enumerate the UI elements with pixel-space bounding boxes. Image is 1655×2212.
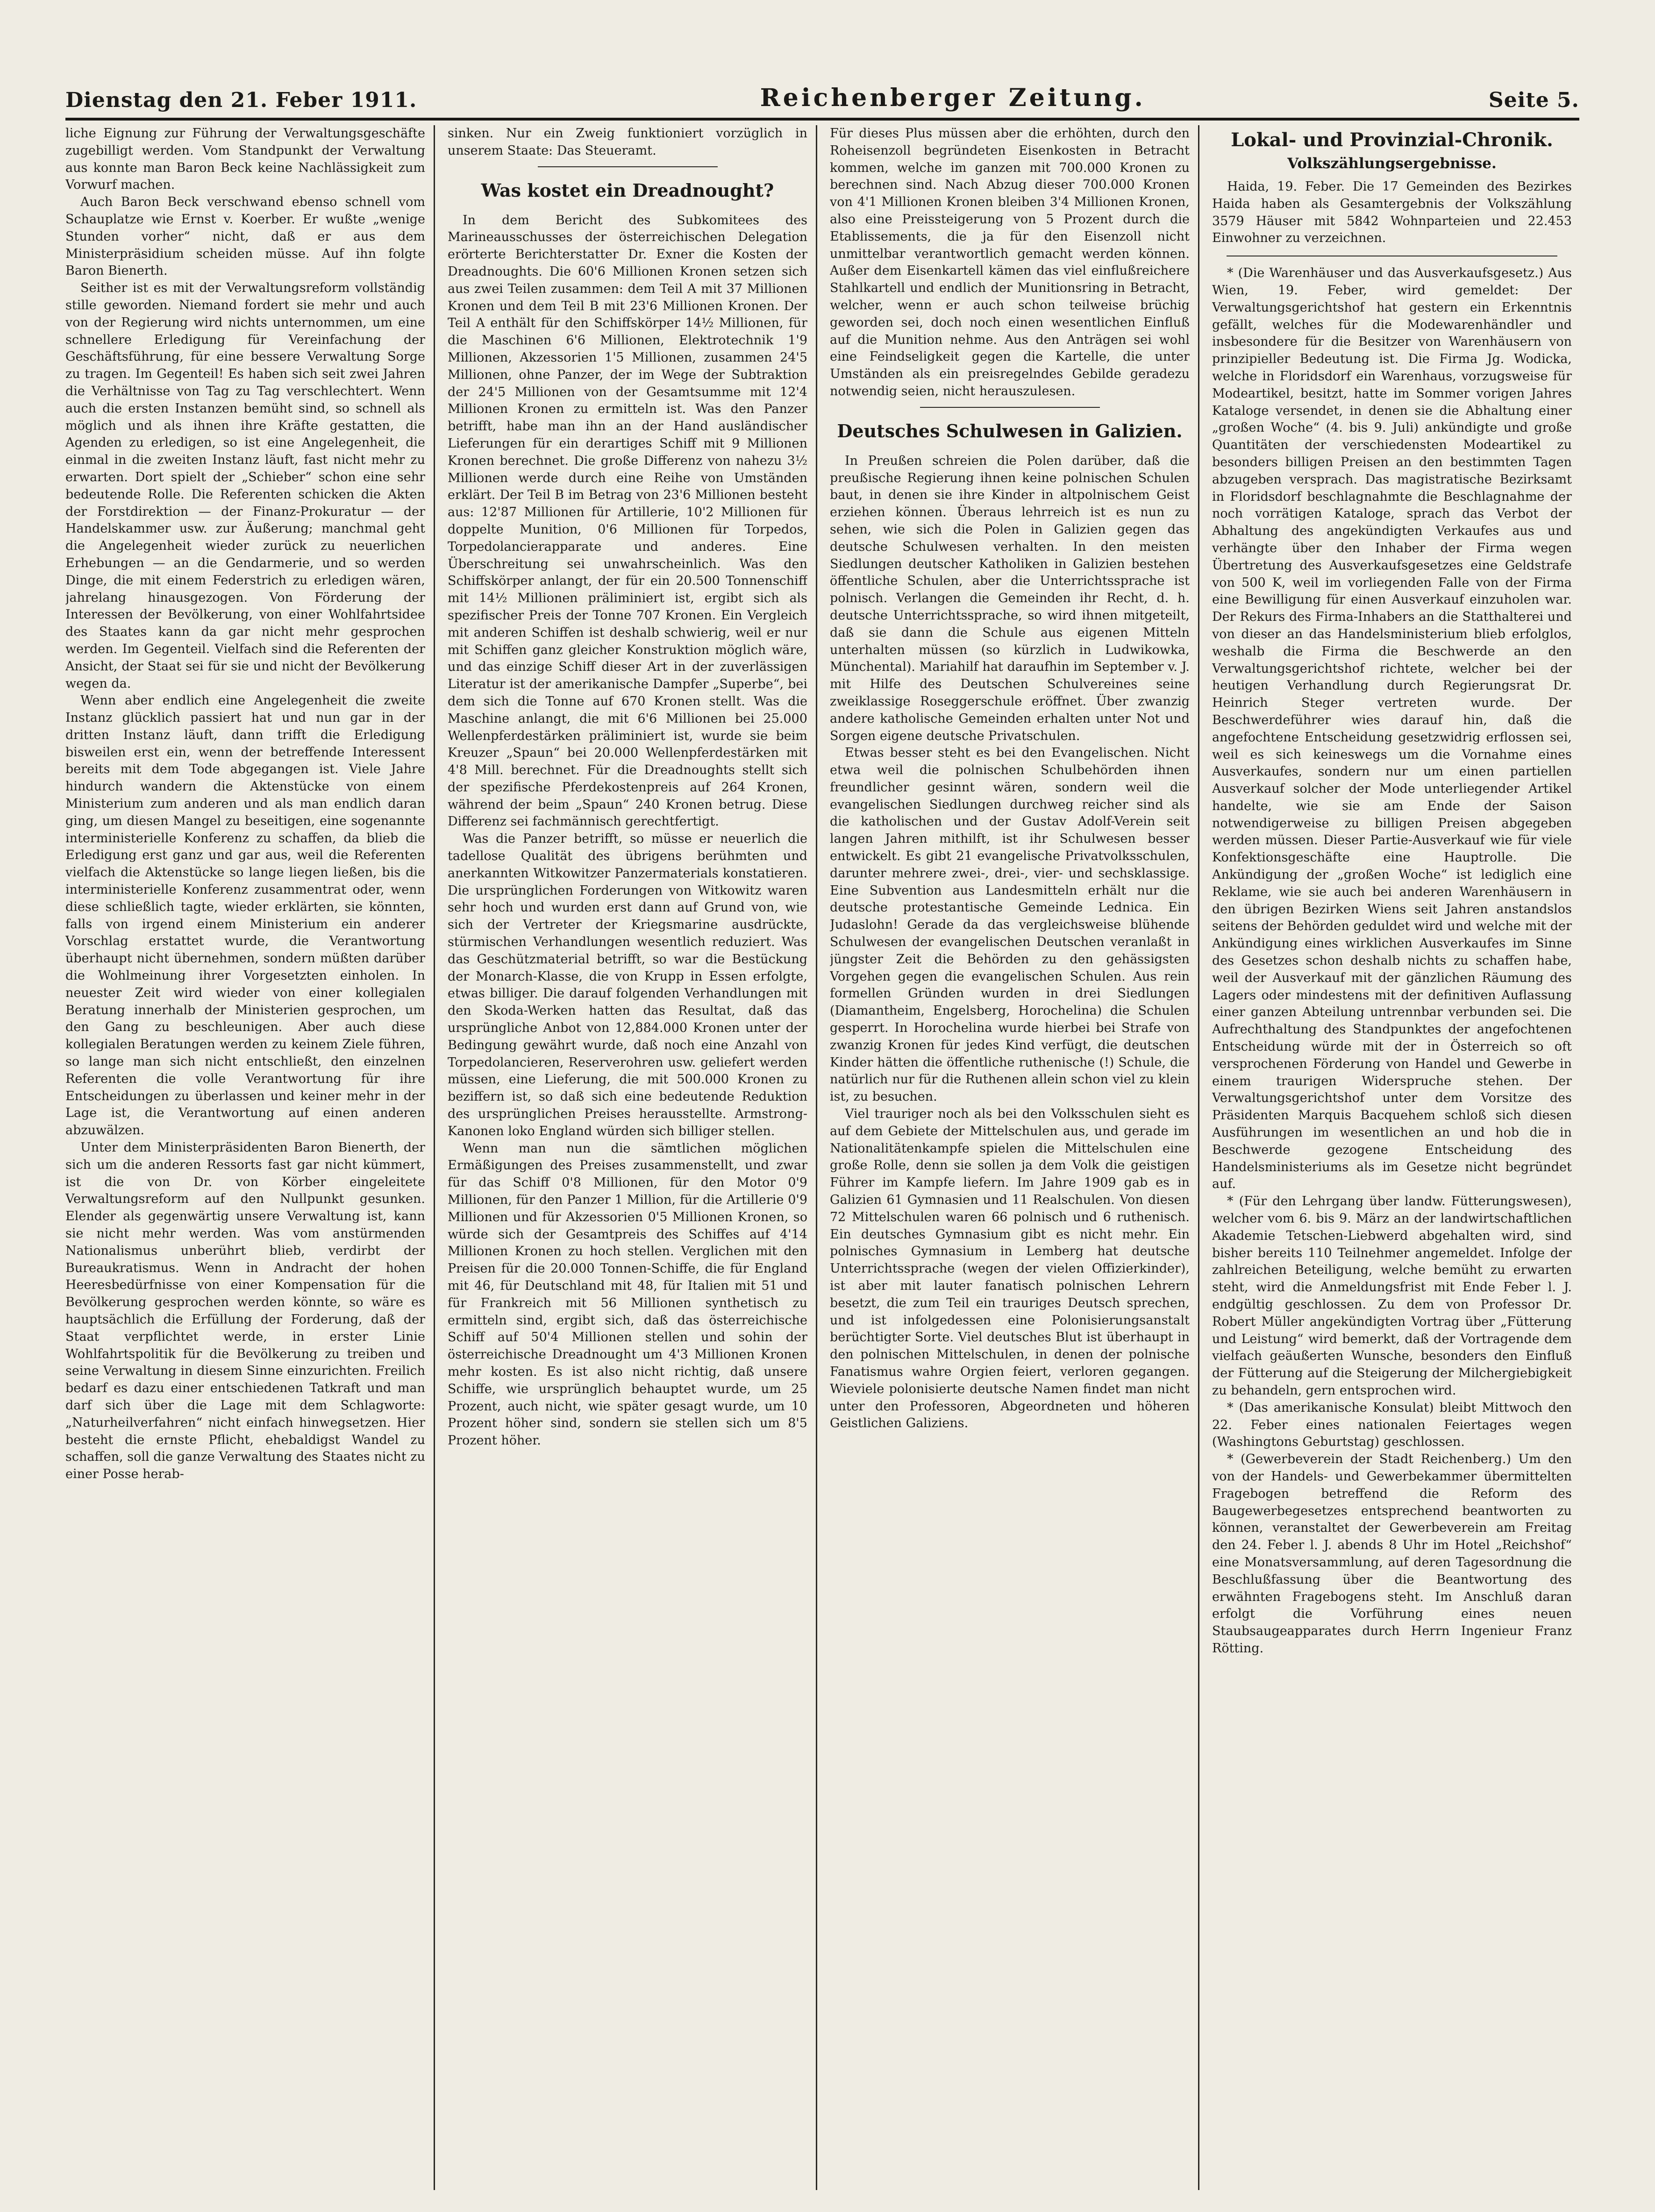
paragraph: liche Eignung zur Führung der Verwaltungsgeschäfte zugebilligt werden. Vom Standpunkt der Verwaltung aus konnte man Baron Beck keine Nachlässigkeit zum Vorwurf machen.: [65, 126, 425, 192]
paragraph: Wenn man nun die sämtlichen möglichen Ermäßigungen des Preises zusammenstellt, und zwar für das Schiff 0'8 Millionen, für den Motor 0'9 Millionen, für den Panzer 1 Million, für die Artillerie 0'9 Millionen und für Akzessorien 0'5 Millionen Kronen, so würde sich der Gesamtpreis des Schiffes auf 4'14 Millionen Kronen zu hoch stellen. Verglichen mit den Preisen für die 20.000 Tonnen-Schiffe, die für England mit 46, für Deutschland mit 48, für Italien mit 51 und für Frankreich mit 56 Millionen synthetisch zu ermitteln sind, ergibt sich, daß das österreichische Schiff auf 50'4 Millionen stellen und sohin der österreichische Dreadnought um 4'3 Millionen Kronen mehr kosten. Es ist also nicht richtig, daß unsere Schiffe, wie ursprünglich behauptet wurde, um 25 Prozent, auch nicht, wie später gesagt wurde, um 10 Prozent höher sind, sondern sie stellen sich um 8'5 Prozent höher.: [448, 1141, 807, 1448]
column-divider: [816, 125, 817, 2190]
paragraph: In dem Bericht des Subkomitees des Marineausschusses der österreichischen Delegation erörterte Berichterstatter Dr. Exner die Kosten der Dreadnoughts. Die 60'6 Millionen Kronen setzen sich aus zwei Teilen zusammen: dem Teil A mit 37 Millionen Kronen und dem Teil B mit 23'6 Millionen Kronen. Der Teil A enthält für den Schiffskörper 14½ Millionen, für die Maschinen 6'6 Millionen, Elektrotechnik 1'9 Millionen, Akzessorien 1'5 Millionen, zusammen 24'5 Millionen, ohne Panzer, der im Wege der Subtraktion der 24'5 Millionen von der Gesamtsumme mit 12'4 Millionen Kronen zu ermitteln ist. Was den Panzer betrifft, habe man ihn an der Hand ausländischer Lieferungen für ein derartiges Schiff mit 9 Millionen Kronen berechnet. Die große Differenz von nahezu 3½ Millionen werde durch eine Reihe von Umständen erklärt. Der Teil B im Betrag von 23'6 Millionen besteht aus: 12'87 Millionen für Artillerie, 10'2 Millionen für doppelte Munition, 0'6 Millionen für Torpedos, Torpedolancierapparate und anderes. Eine Überschreitung sei unwahrscheinlich. Was den Schiffskörper anlangt, der für ein 20.500 Tonnenschiff mit 14½ Millionen präliminiert ist, ergibt sich als spezifischer Preis der Tonne 707 Kronen. Ein Vergleich mit anderen Schiffen ist deshalb schwierig, weil er nur mit Schiffen ganz gleicher Konstruktion möglich wäre, und das einzige Schiff dieser Art in der zuverlässigen Literatur ist der amerikanische Dampfer „Superbe“, bei dem sich die Tonne auf 670 Kronen stellt. Was die Maschine anlangt, die mit 6'6 Millionen bei 25.000 Wellenpferdestärken präliminiert ist, wurde sie beim Kreuzer „Spaun“ bei 20.000 Wellenpferdestärken mit 4'8 Mill. berechnet. Für die Dreadnoughts stellt sich der spezifische Pferdekostenpreis auf 264 Kronen, während der beim „Spaun“ 240 Kronen betrug. Diese Differenz sei fachmännisch gerechtfertigt.: [448, 213, 807, 829]
paragraph: Seither ist es mit der Verwaltungsreform vollständig stille geworden. Niemand fordert sie mehr und auch von der Regierung wird nichts unternommen, um eine schnellere Erledigung für Vereinfachung der Geschäftsführung, für eine bessere Verwaltung Sorge zu tragen. Im Gegenteil! Es haben sich seit zwei Jahren die Verhältnisse von Tag zu Tag verschlechtert. Wenn auch die ersten Instanzen bemüht sind, so schnell als möglich und als ihnen ihre Kräfte gestatten, die Agenden zu erledigen, so ist eine Angelegenheit, die einmal in die zweiten Instanz läuft, fast nicht mehr zu erwarten. Dort spielt der „Schieber“ schon eine sehr bedeutende Rolle. Die Referenten schicken die Akten der Forstdirektion — der Finanz-Prokuratur — der Handelskammer usw. zur Äußerung; manchmal geht die Angelegenheit wieder zurück zu neuerlichen Erhebungen — an die Gendarmerie, und so werden Dinge, die mit einem Federstrich zu erledigen wären, jahrelang hinausgezogen. Von Förderung der Interessen der Bevölkerung, von einer Wohlfahrtsidee des Staates kann da gar nicht mehr gesprochen werden. Im Gegenteil. Vielfach sind die Referenten der Ansicht, der Staat sei für sie und nicht der Bevölkerung wegen da.: [65, 281, 425, 691]
paragraph: Was die Panzer betrifft, so müsse er neuerlich die tadellose Qualität des übrigens berühmten und anerkannten Witkowitzer Panzermaterials konstatieren. Die ursprünglichen Forderungen von Witkowitz waren sehr hoch und wurden erst dann auf Grund von, wie sich der Vertreter der Kriegsmarine ausdrückte, stürmischen Verhandlungen wesentlich reduziert. Was das Geschützmaterial betrifft, so war die Bestückung der Monarch-Klasse, die von Krupp in Essen erfolgte, etwas billiger. Die darauf folgenden Verhandlungen mit den Skoda-Werken hatten das Resultat, daß das ursprüngliche Anbot von 12,884.000 Kronen unter der Bedingung gewährt wurde, daß noch eine Anzahl von Torpedolancieren, Reserverohren usw. geliefert werden müssen, eine Lieferung, die mit 500.000 Kronen zu beziffern ist, so daß sich eine bedeutende Reduktion des ursprünglichen Preises herausstellte. Armstrong-Kanonen loko England würden sich billiger stellen.: [448, 832, 807, 1138]
news-item: * (Das amerikanische Konsulat) bleibt Mittwoch den 22. Feber eines nationalen Feiertages wegen (Washingtons Geburtstag) geschlossen.: [1212, 1400, 1572, 1450]
newspaper-title: Reichenberger Zeitung.: [760, 84, 1146, 112]
article-headline: Was kostet ein Dreadnought?: [481, 179, 774, 201]
column-4: [1212, 125, 1572, 2199]
news-item: * (Gewerbeverein der Stadt Reichenberg.) Um den von der Handels- und Gewerbekammer übermittelten Fragebogen betreffend die Reform des Baugewerbegesetzes entsprechend beantworten zu können, veranstaltet der Gewerbeverein am Freitag den 24. Feber l. J. abends 8 Uhr im Hotel „Reichshof“ eine Monatsversammlung, auf deren Tagesordnung die Beschlußfassung über die Beantwortung des erwähnten Fragebogens steht. Im Anschluß daran erfolgt die Vorführung eines neuen Staubsaugeapparates durch Herrn Ingenieur Franz Rötting.: [1212, 1452, 1572, 1656]
paragraph: Etwas besser steht es bei den Evangelischen. Nicht etwa weil die polnischen Schulbehörden ihnen freundlicher gesinnt wären, sondern weil die evangelischen Siedlungen durchweg reicher sind als die katholischen und der Gustav Adolf-Verein seit langen Jahren mithilft, ist ihr Schulwesen besser entwickelt. Es gibt 21 evangelische Privatvolksschulen, darunter mehrere zwei-, drei-, vier- und sechsklassige. Eine Subvention aus Landesmitteln erhält nur die deutsche protestantische Gemeinde Lednica. Ein Judaslohn! Gerade da das vergleichsweise blühende Schulwesen der evangelischen Deutschen veranlaßt in jüngster Zeit die Behörden zu den gehässigsten Vorgehen gegen die evangelischen Schulen. Aus rein formellen Gründen wurden in drei Siedlungen (Diamantheim, Engelsberg, Horochelina) die Schulen gesperrt. In Horochelina wurde hierbei bei Strafe von zwanzig Kronen für jedes Kind verfügt, die deutschen Kinder hätten die öffentliche ruthenische (!) Schule, die natürlich nur für die Ruthenen allein schon viel zu klein ist, zu besuchen.: [830, 746, 1190, 1104]
article-headline: Deutsches Schulwesen in Galizien.: [837, 420, 1183, 441]
column-divider: [1198, 125, 1199, 2190]
paragraph: sinken. Nur ein Zweig funktioniert vorzüglich in unserem Staate: Das Steueramt.: [448, 126, 807, 158]
paragraph: Unter dem Ministerpräsidenten Baron Bienerth, der sich um die anderen Ressorts fast gar nicht kümmert, ist die von Dr. von Körber eingeleitete Verwaltungsreform auf den Nullpunkt gesunken. Elender als gegenwärtig unsere Verwaltung ist, kann sie nicht mehr werden. Was vom anstürmenden Nationalismus unberührt blieb, verdirbt der Bureaukratismus. Wenn in Andracht der hohen Heeresbedürfnisse von einer Kompensation für die Bevölkerung gesprochen werden könnte, so wäre es hauptsächlich die Erfüllung der Forderung, daß der Staat verpflichtet werde, in erster Linie Wohlfahrtspolitik für die Bevölkerung zu treiben und seine Verwaltung in diesem Sinne einzurichten. Freilich bedarf es dazu einer entschiedenen Tatkraft und man darf sich über die Lage mit dem Schlagworte: „Naturheilverfahren“ nicht einfach hinwegsetzen. Hier besteht die ernste Pflicht, ehebaldigst Wandel zu schaffen, soll die ganze Verwaltung des Staates nicht zu einer Posse herab-: [65, 1140, 425, 1482]
paragraph: Haida, 19. Feber. Die 17 Gemeinden des Bezirkes Haida haben als Gesamtergebnis der Volkszählung 3579 Häuser mit 5842 Wohnparteien und 22.453 Einwohner zu verzeichnen.: [1212, 179, 1572, 246]
news-item: * (Für den Lehrgang über landw. Fütterungswesen), welcher vom 6. bis 9. März an der landwirtschaftlichen Akademie Tetschen-Liebwerd abgehalten wird, sind bisher bereits 110 Teilnehmer angemeldet. Infolge der zahlreichen Beteiligung, welche bemüht zu erwarten steht, wird die Anmeldungsfrist mit Ende Feber l. J. endgültig geschlossen. Zu dem von Professor Dr. Robert Müller angekündigten Vortrag über „Fütterung und Leistung“ wird bemerkt, daß der Vortragende dem vielfach geäußerten Wunsche, besonders den Einfluß der Fütterung auf die Steigerung der Milchergiebigkeit zu behandeln, gern entsprochen wird.: [1212, 1194, 1572, 1398]
paragraph: Für dieses Plus müssen aber die erhöhten, durch den Roheisenzoll begründeten Eisenkosten in Betracht kommen, welche im ganzen mit 700.000 Kronen zu berechnen sind. Nach Abzug dieser 700.000 Kronen von 4'1 Millionen Kronen bleiben 3'4 Millionen Kronen, also eine Preissteigerung von 5 Prozent durch die Etablissements, die ja für den Eisenzoll nicht unmittelbar verantwortlich gemacht werden können. Außer dem Eisenkartell kämen das viel einflußreichere Stahlkartell und endlich der Munitionsring in Betracht, welcher, wenn er auch schon teilweise brüchig geworden sei, doch noch einen wesentlichen Einfluß auf die Munition nehme. Aus den Anträgen sei wohl eine Feindseligkeit gegen die Kartelle, die unter Umständen als ein preisregelndes Gebilde geradezu notwendig seien, nicht herauszulesen.: [830, 126, 1190, 398]
column-3: [830, 125, 1190, 2199]
page-header: [65, 79, 1579, 112]
paragraph: Viel trauriger noch als bei den Volksschulen sieht es auf dem Gebiete der Mittelschulen aus, und gerade im Nationalitätenkampfe spielen die Mittelschulen eine große Rolle, denn sie sollen ja dem Volk die geistigen Führer im Kampfe liefern. Im Jahre 1909 gab es in Galizien 61 Gymnasien und 11 Realschulen. Von diesen 72 Mittelschulen waren 66 polnisch und 6 ruthenisch. Ein deutsches Gymnasium gibt es nicht mehr. Ein polnisches Gymnasium in Lemberg hat deutsche Unterrichtssprache (wegen der vielen Offizierkinder), ist aber mit lauter fanatisch polnischen Lehrern besetzt, die zum Teil ein trauriges Deutsch sprechen, und ist infolgedessen eine Polonisierungsanstalt berüchtigter Sorte. Viel deutsches Blut ist überhaupt in den polnischen Mittelschulen, in denen der polnische Fanatismus wahre Orgien feiert, verloren gegangen. Wieviele polonisierte deutsche Namen findet man nicht unter den Professoren, Abgeordneten und höheren Geistlichen Galiziens.: [830, 1107, 1190, 1431]
section-title: Lokal- und Provinzial-Chronik.: [1231, 129, 1553, 151]
column-2: [448, 125, 807, 2199]
article-separator: [538, 166, 718, 167]
page-number: Seite 5.: [1488, 88, 1579, 112]
news-item: * (Die Warenhäuser und das Ausverkaufsgesetz.) Aus Wien, 19. Feber, wird gemeldet: Der Verwaltungsgerichtshof hat gestern ein Erkenntnis gefällt, welches für die Modewarenhändler und insbesondere für die Besitzer von Warenhäusern von prinzipieller Bedeutung ist. Die Firma Jg. Wodicka, welche in Floridsdorf ein Warenhaus, vorzugsweise für Modeartikel, besitzt, hatte im Sommer vorigen Jahres Kataloge versendet, in denen sie die Abhaltung einer „großen Woche“ (4. bis 9. Juli) ankündigte und große Quantitäten der verschiedensten Modeartikel zu besonders billigen Preisen an den bestimmten Tagen abzugeben versprach. Das magistratische Bezirksamt in Floridsdorf beschlagnahmte die Beschlagnahme der noch vorrätigen Kataloge, sprach das Verbot der Abhaltung des angekündigten Verkaufes aus und verhängte über den Inhaber der Firma wegen Übertretung des Ausverkaufsgesetzes eine Geldstrafe von 500 K, weil im vorliegenden Falle von der Firma eine Bewilligung für einen Ausverkauf einzuholen war. Der Rekurs des Firma-Inhabers an die Statthalterei und von dieser an das Handelsministerium blieb erfolglos, weshalb die Firma die Beschwerde an den Verwaltungsgerichtshof richtete, welcher bei der heutigen Verhandlung durch Regierungsrat Dr. Heinrich Steger vertreten wurde. Der Beschwerdeführer wies darauf hin, daß die angefochtene Entscheidung gesetzwidrig erflossen sei, weil es sich keineswegs um die Vornahme eines Ausverkaufes, sondern nur um einen partiellen Ausverkauf solcher der Mode unterliegender Artikel handelte, wie sie am Ende der Saison notwendigerweise zu billigen Preisen abgegeben werden müssen. Dieser Partie-Ausverkauf wie für viele Konfektionsgeschäfte eine Hauptrolle. Die Ankündigung der „großen Woche“ ist lediglich eine Reklame, wie sie auch bei anderen Warenhäusern in den übrigen Bezirken Wiens seit Jahren anstandslos seitens der Behörden geduldet wird und welche mit der Ankündigung eines wirklichen Ausverkaufes im Sinne des Gesetzes schon deshalb nichts zu schaffen habe, weil der Ausverkauf mit der gänzlichen Räumung des Lagers oder mindestens mit der definitiven Auflassung einer ganzen Abteilung untrennbar verbunden sei. Die Aufrechthaltung des Standpunktes der angefochtenen Entscheidung würde mit der in Österreich so oft versprochenen Förderung von Handel und Gewerbe in einem traurigen Widerspruche stehen. Der Verwaltungsgerichtshof unter dem Vorsitze des Präsidenten Marquis Bacquehem schloß sich diesen Ausführungen im wesentlichen an und hob die in Beschwerde gezogene Entscheidung des Handelsministeriums als im Gesetze nicht begründet auf.: [1212, 266, 1572, 1192]
section-subtitle: Volkszählungsergebnisse.: [1287, 155, 1497, 172]
paragraph: Wenn aber endlich eine Angelegenheit die zweite Instanz glücklich passiert hat und nun gar in der dritten Instanz läuft, dann trifft die Erledigung bisweilen erst ein, wenn der betreffende Interessent bereits mit dem Tode abgegangen ist. Viele Jahre hindurch wandern die Aktenstücke von einem Ministerium zum anderen und als man endlich daran ging, um diesen Mangel zu beseitigen, eine sogenannte interministerielle Konferenz zu schaffen, da blieb die Erledigung erst ganz und gar aus, weil die Referenten vielfach die Aktenstücke so lange liegen ließen, bis die interministerielle Konferenz zusammentrat oder, wenn diese schließlich tagte, wieder erklärten, sie könnten, falls von irgend einem Ministerium ein anderer Vorschlag erstattet wurde, die Verantwortung überhaupt nicht übernehmen, sondern müßten darüber die Wohlmeinung ihrer Vorgesetzten einholen. In neuester Zeit wird wieder von einer kollegialen Beratung innerhalb der Ministerien gesprochen, um den Gang zu beschleunigen. Aber auch diese kollegialen Beratungen werden zu keinem Ziele führen, so lange man sich nicht entschließt, den einzelnen Referenten die volle Verantwortung für ihre Entscheidungen zu überlassen und keiner mehr in der Lage ist, die Verantwortung auf einen anderen abzuwälzen.: [65, 693, 425, 1138]
header-date: Dienstag den 21. Feber 1911.: [65, 88, 417, 112]
column-1: [65, 125, 425, 2199]
column-divider: [434, 125, 435, 2190]
article-separator: [920, 407, 1100, 408]
paragraph: In Preußen schreien die Polen darüber, daß die preußische Regierung ihnen keine polnischen Schulen baut, in denen sie ihre Kinder in altpolnischem Geist erziehen können. Überaus lehrreich ist es nun zu sehen, wie sich die Polen in Galizien gegen das deutsche Schulwesen verhalten. In den meisten Siedlungen deutscher Katholiken in Galizien bestehen öffentliche Schulen, aber die Unterrichtssprache ist polnisch. Verlangen die Gemeinden ihr Recht, d. h. deutsche Unterrichtssprache, so wird ihnen mitgeteilt, daß sie dann die Schule aus eigenen Mitteln unterhalten müssen (so kürzlich in Ludwikowka, Münchental). Mariahilf hat daraufhin im September v. J. mit Hilfe des Deutschen Schulvereines seine zweiklassige Roseggerschule eröffnet. Über zwanzig andere katholische Gemeinden erhalten unter Not und Sorgen eigene deutsche Privatschulen.: [830, 453, 1190, 743]
header-rule: [65, 118, 1579, 121]
paragraph: Auch Baron Beck verschwand ebenso schnell vom Schauplatze wie Ernst v. Koerber. Er wußte „wenige Stunden vorher“ nicht, daß er aus dem Ministerpräsidium scheiden müsse. Auf ihn folgte Baron Bienerth.: [65, 195, 425, 278]
